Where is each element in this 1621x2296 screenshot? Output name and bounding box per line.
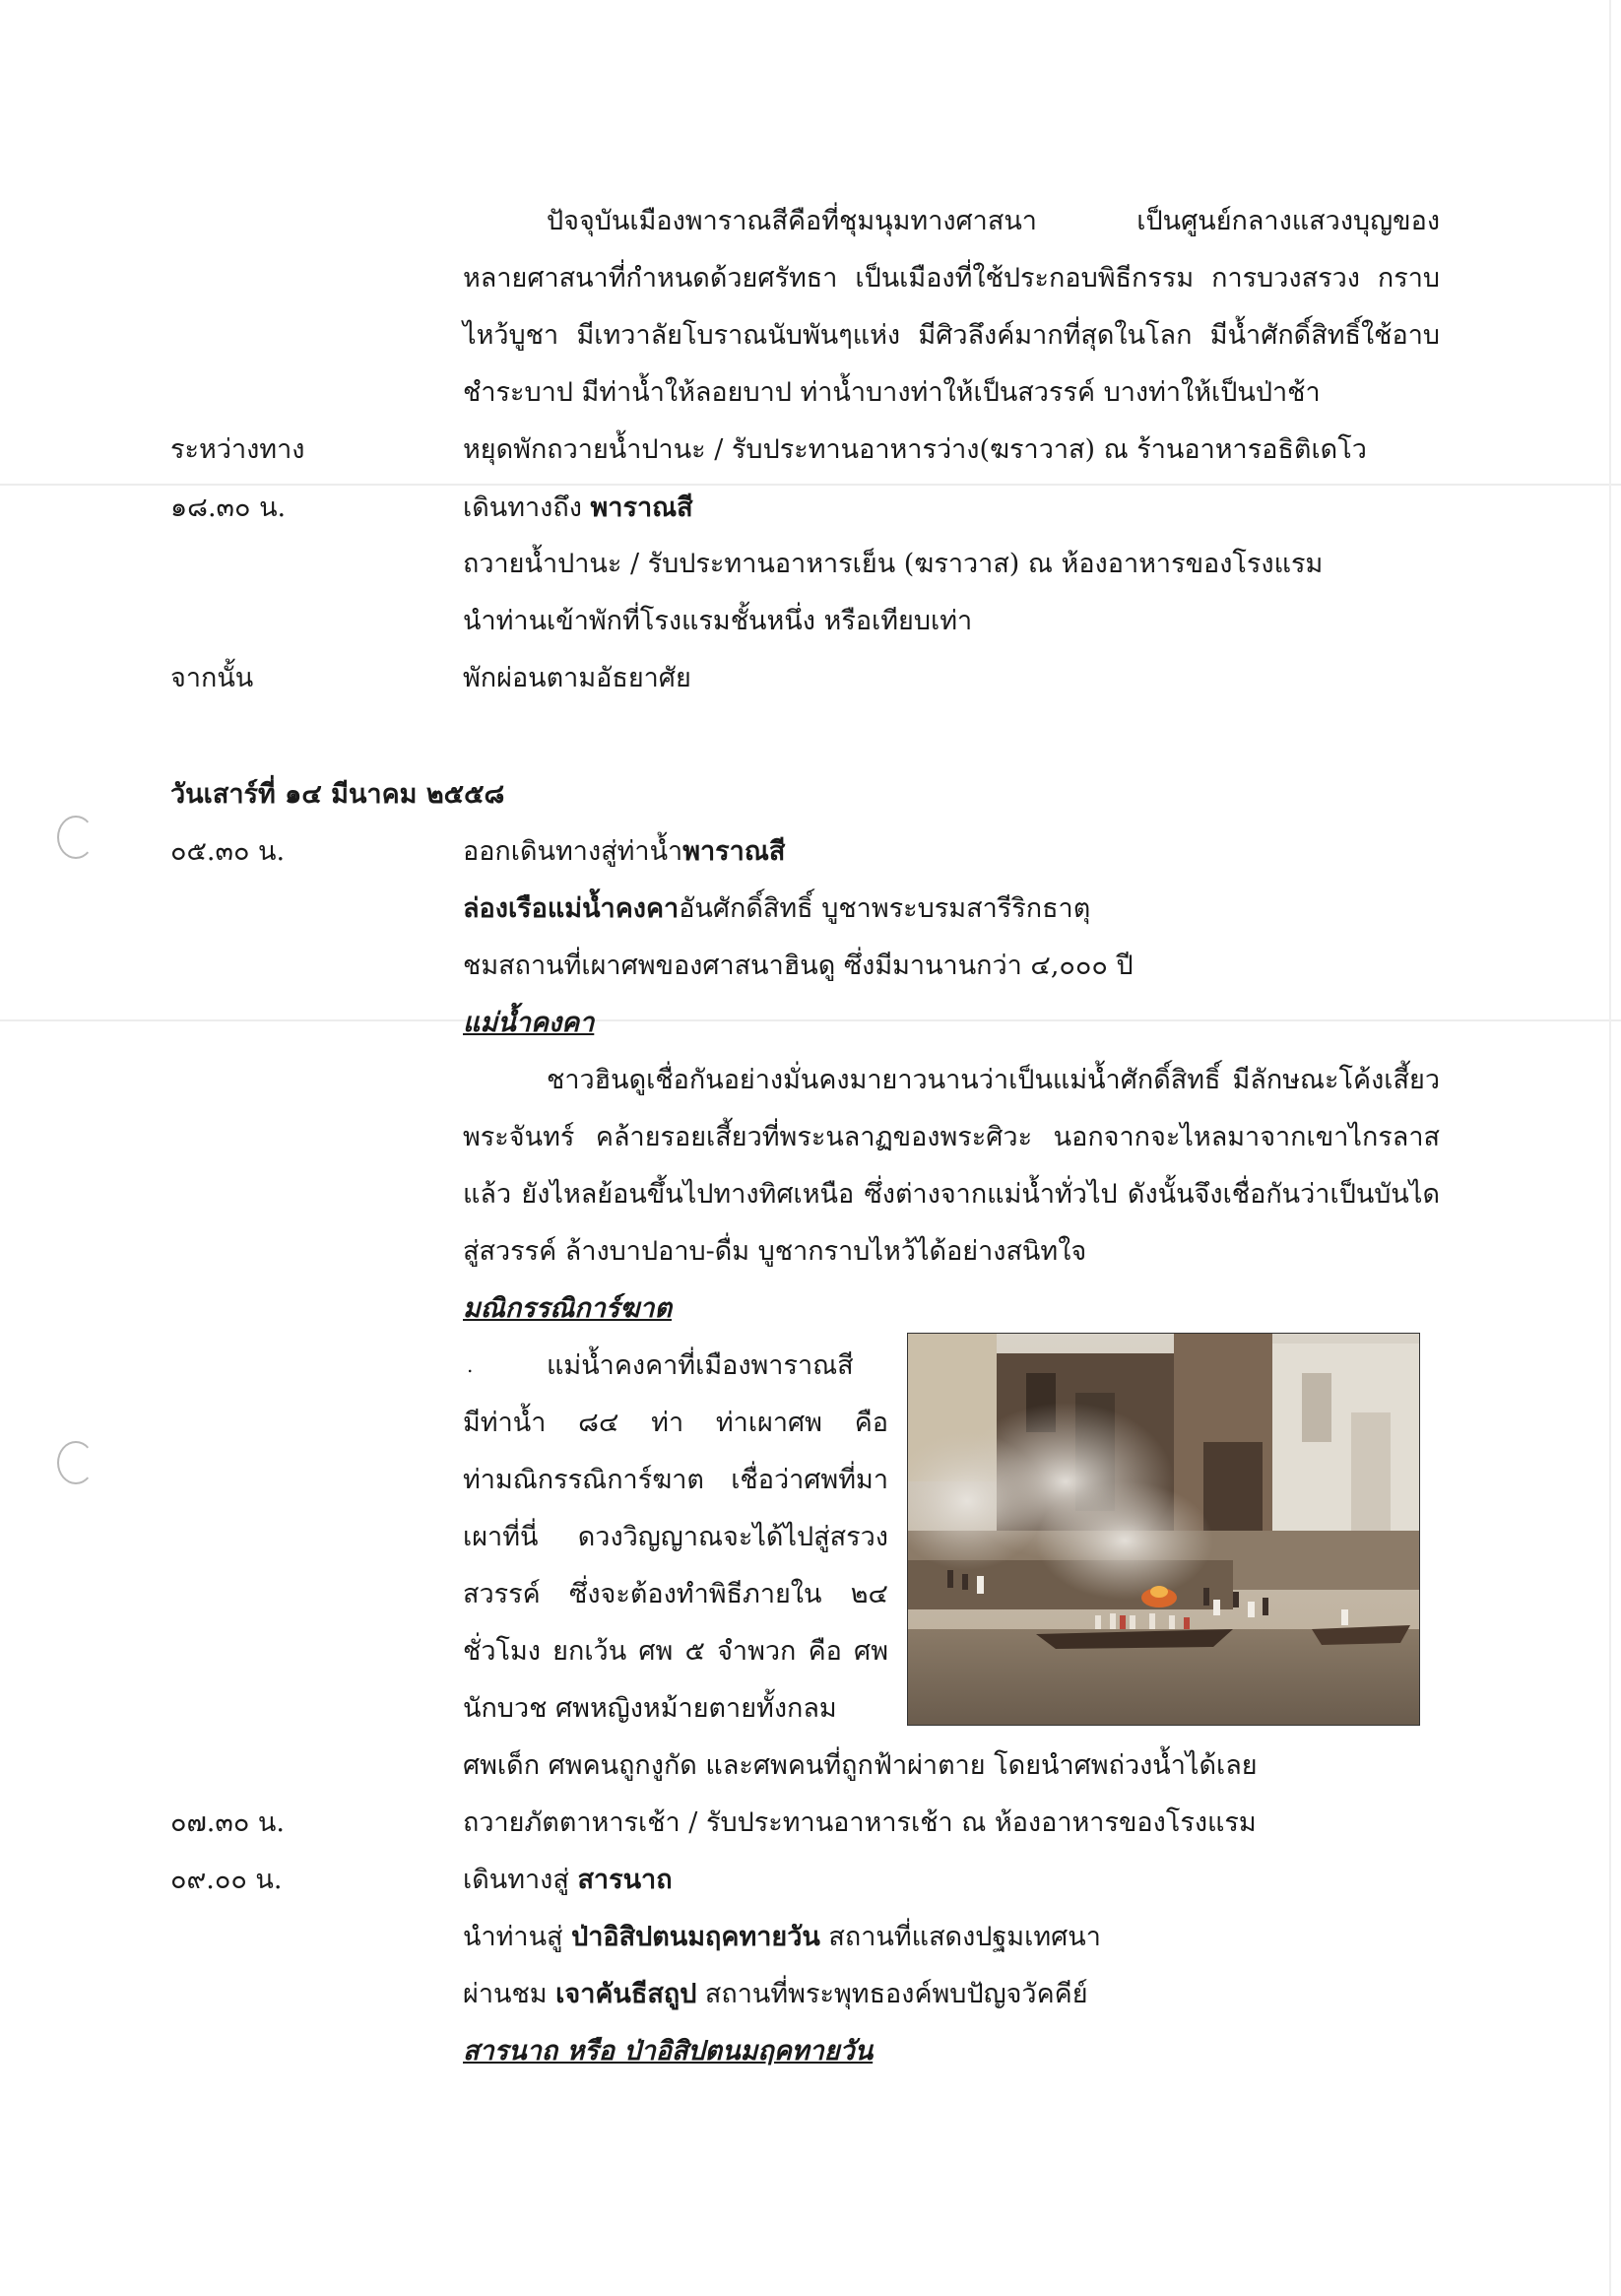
intro-line-1: ปัจจุบันเมืองพาราณสีคือที่ชุมนุมทางศาสนา เป็นศูนย์กลางแสวงบุญของ: [547, 206, 1440, 236]
intro-line-4: ชำระบาป มีท่าน้ำให้ลอยบาป ท่าน้ำบางท่าให้เป็นสวรรค์ บางท่าให้เป็นป่าช้า: [463, 377, 1321, 408]
dinner-text: ถวายน้ำปานะ / รับประทานอาหารเย็น (ฆราวาส) ณ ห้องอาหารของโรงแรม: [463, 549, 1324, 579]
sarnath-title: สารนาถ หรือ ป่าอิสิปตนมฤคทายวัน: [463, 2036, 874, 2066]
ganga-line-3: แล้ว ยังไหลย้อนขึ้นไปทางทิศเหนือ ซึ่งต่างจากแม่น้ำทั่วไป ดังนั้นจึงเชื่อกันว่าเป็นบันได: [463, 1179, 1440, 1210]
manikarnika-line-4: เผาที่นี่ ดวงวิญญาณจะได้ไปสู่สรวง: [463, 1522, 888, 1552]
punch-hole-icon: [57, 816, 95, 859]
en-route-text: หยุดพักถวายน้ำปานะ / รับประทานอาหารว่าง(ฆราวาส) ณ ร้านอาหารอธิติเดโว: [463, 434, 1367, 465]
then-text: พักผ่อนตามอัธยาศัย: [463, 663, 691, 693]
page-fold-line: [0, 1019, 1621, 1021]
time-0900: ๐๙.๐๐ น.: [170, 1865, 283, 1895]
manikarnika-line-3: ท่ามณิกรรณิการ์ฆาต เชื่อว่าศพที่มา: [463, 1465, 888, 1495]
ganga-title: แม่น้ำคงคา: [463, 1008, 595, 1038]
ganga-line-2: พระจันทร์ คล้ายรอยเสี้ยวที่พระนลาฏของพระศิวะ นอกจากจะไหลมาจากเขาไกรลาส: [463, 1122, 1440, 1152]
manikarnika-line-5: สวรรค์ ซึ่งจะต้องทำพิธีภายใน ๒๔: [463, 1579, 888, 1609]
manikarnika-last-line: ศพเด็ก ศพคนถูกงูกัด และศพคนที่ถูกฟ้าผ่าตาย โดยนำศพถ่วงน้ำได้เลย: [463, 1750, 1258, 1781]
manikarnika-line-7: นักบวช ศพหญิงหม้ายตายทั้งกลม: [463, 1693, 837, 1724]
stray-dot: .: [467, 1353, 474, 1377]
time-en-route: ระหว่างทาง: [170, 434, 305, 465]
page-fold-line: [0, 484, 1621, 486]
boat-text: ล่องเรือแม่น้ำคงคาอันศักดิ์สิทธิ์ บูชาพระบรมสารีริกธาตุ: [463, 893, 1091, 924]
deer-park-text: นำท่านสู่ ป่าอิสิปตนมฤคทายวัน สถานที่แสดงปฐมเทศนา: [463, 1922, 1101, 1952]
stupa-text: ผ่านชม เจาคันธีสถูป สถานที่พระพุทธองค์พบปัญจวัคคีย์: [463, 1979, 1088, 2009]
manikarnika-title: มณิกรรณิการ์ฆาต: [463, 1293, 672, 1324]
arrive-text: เดินทางถึง พาราณสี: [463, 492, 693, 523]
day-heading: วันเสาร์ที่ ๑๔ มีนาคม ๒๕๕๘: [170, 779, 505, 810]
manikarnika-line-1: แม่น้ำคงคาที่เมืองพาราณสี: [547, 1350, 854, 1381]
cremation-text: ชมสถานที่เผาศพของศาสนาฮินดู ซึ่งมีมานานกว่า ๔,๐๐๐ ปี: [463, 951, 1134, 981]
ganga-line-4: สู่สวรรค์ ล้างบาปอาบ-ดื่ม บูชากราบไหว้ได้อย่างสนิทใจ: [463, 1236, 1087, 1267]
breakfast-text: ถวายภัตตาหารเช้า / รับประทานอาหารเช้า ณ ห้องอาหารของโรงแรม: [463, 1807, 1257, 1838]
cremation-ghat-photo: [907, 1333, 1420, 1726]
time-0530: ๐๕.๓๐ น.: [170, 836, 286, 867]
time-0730: ๐๗.๓๐ น.: [170, 1807, 285, 1838]
sarnath-text: เดินทางสู่ สารนาถ: [463, 1865, 673, 1895]
page-edge: [1609, 0, 1611, 2296]
intro-line-3: ไหว้บูชา มีเทวาลัยโบราณนับพันๆแห่ง มีศิวลึงค์มากที่สุดในโลก มีน้ำศักดิ์สิทธิ์ใช้อาบ: [463, 320, 1440, 351]
manikarnika-line-6: ชั่วโมง ยกเว้น ศพ ๕ จำพวก คือ ศพ: [463, 1636, 888, 1667]
ganga-line-1: ชาวฮินดูเชื่อกันอย่างมั่นคงมายาวนานว่าเป็นแม่น้ำศักดิ์สิทธิ์ มีลักษณะโค้งเสี้ยว: [547, 1065, 1440, 1095]
manikarnika-line-2: มีท่าน้ำ ๘๔ ท่า ท่าเผาศพ คือ: [463, 1408, 888, 1438]
time-1830: ๑๘.๓๐ น.: [170, 492, 287, 523]
punch-hole-icon: [57, 1441, 95, 1484]
depart-text: ออกเดินทางสู่ท่าน้ำพาราณสี: [463, 836, 786, 867]
time-then: จากนั้น: [170, 663, 254, 693]
hotel-text: นำท่านเข้าพักที่โรงแรมชั้นหนึ่ง หรือเทียบเท่า: [463, 606, 973, 636]
intro-line-2: หลายศาสนาที่กำหนดด้วยศรัทธา เป็นเมืองที่ใช้ประกอบพิธีกรรม การบวงสรวง กราบ: [463, 263, 1440, 294]
